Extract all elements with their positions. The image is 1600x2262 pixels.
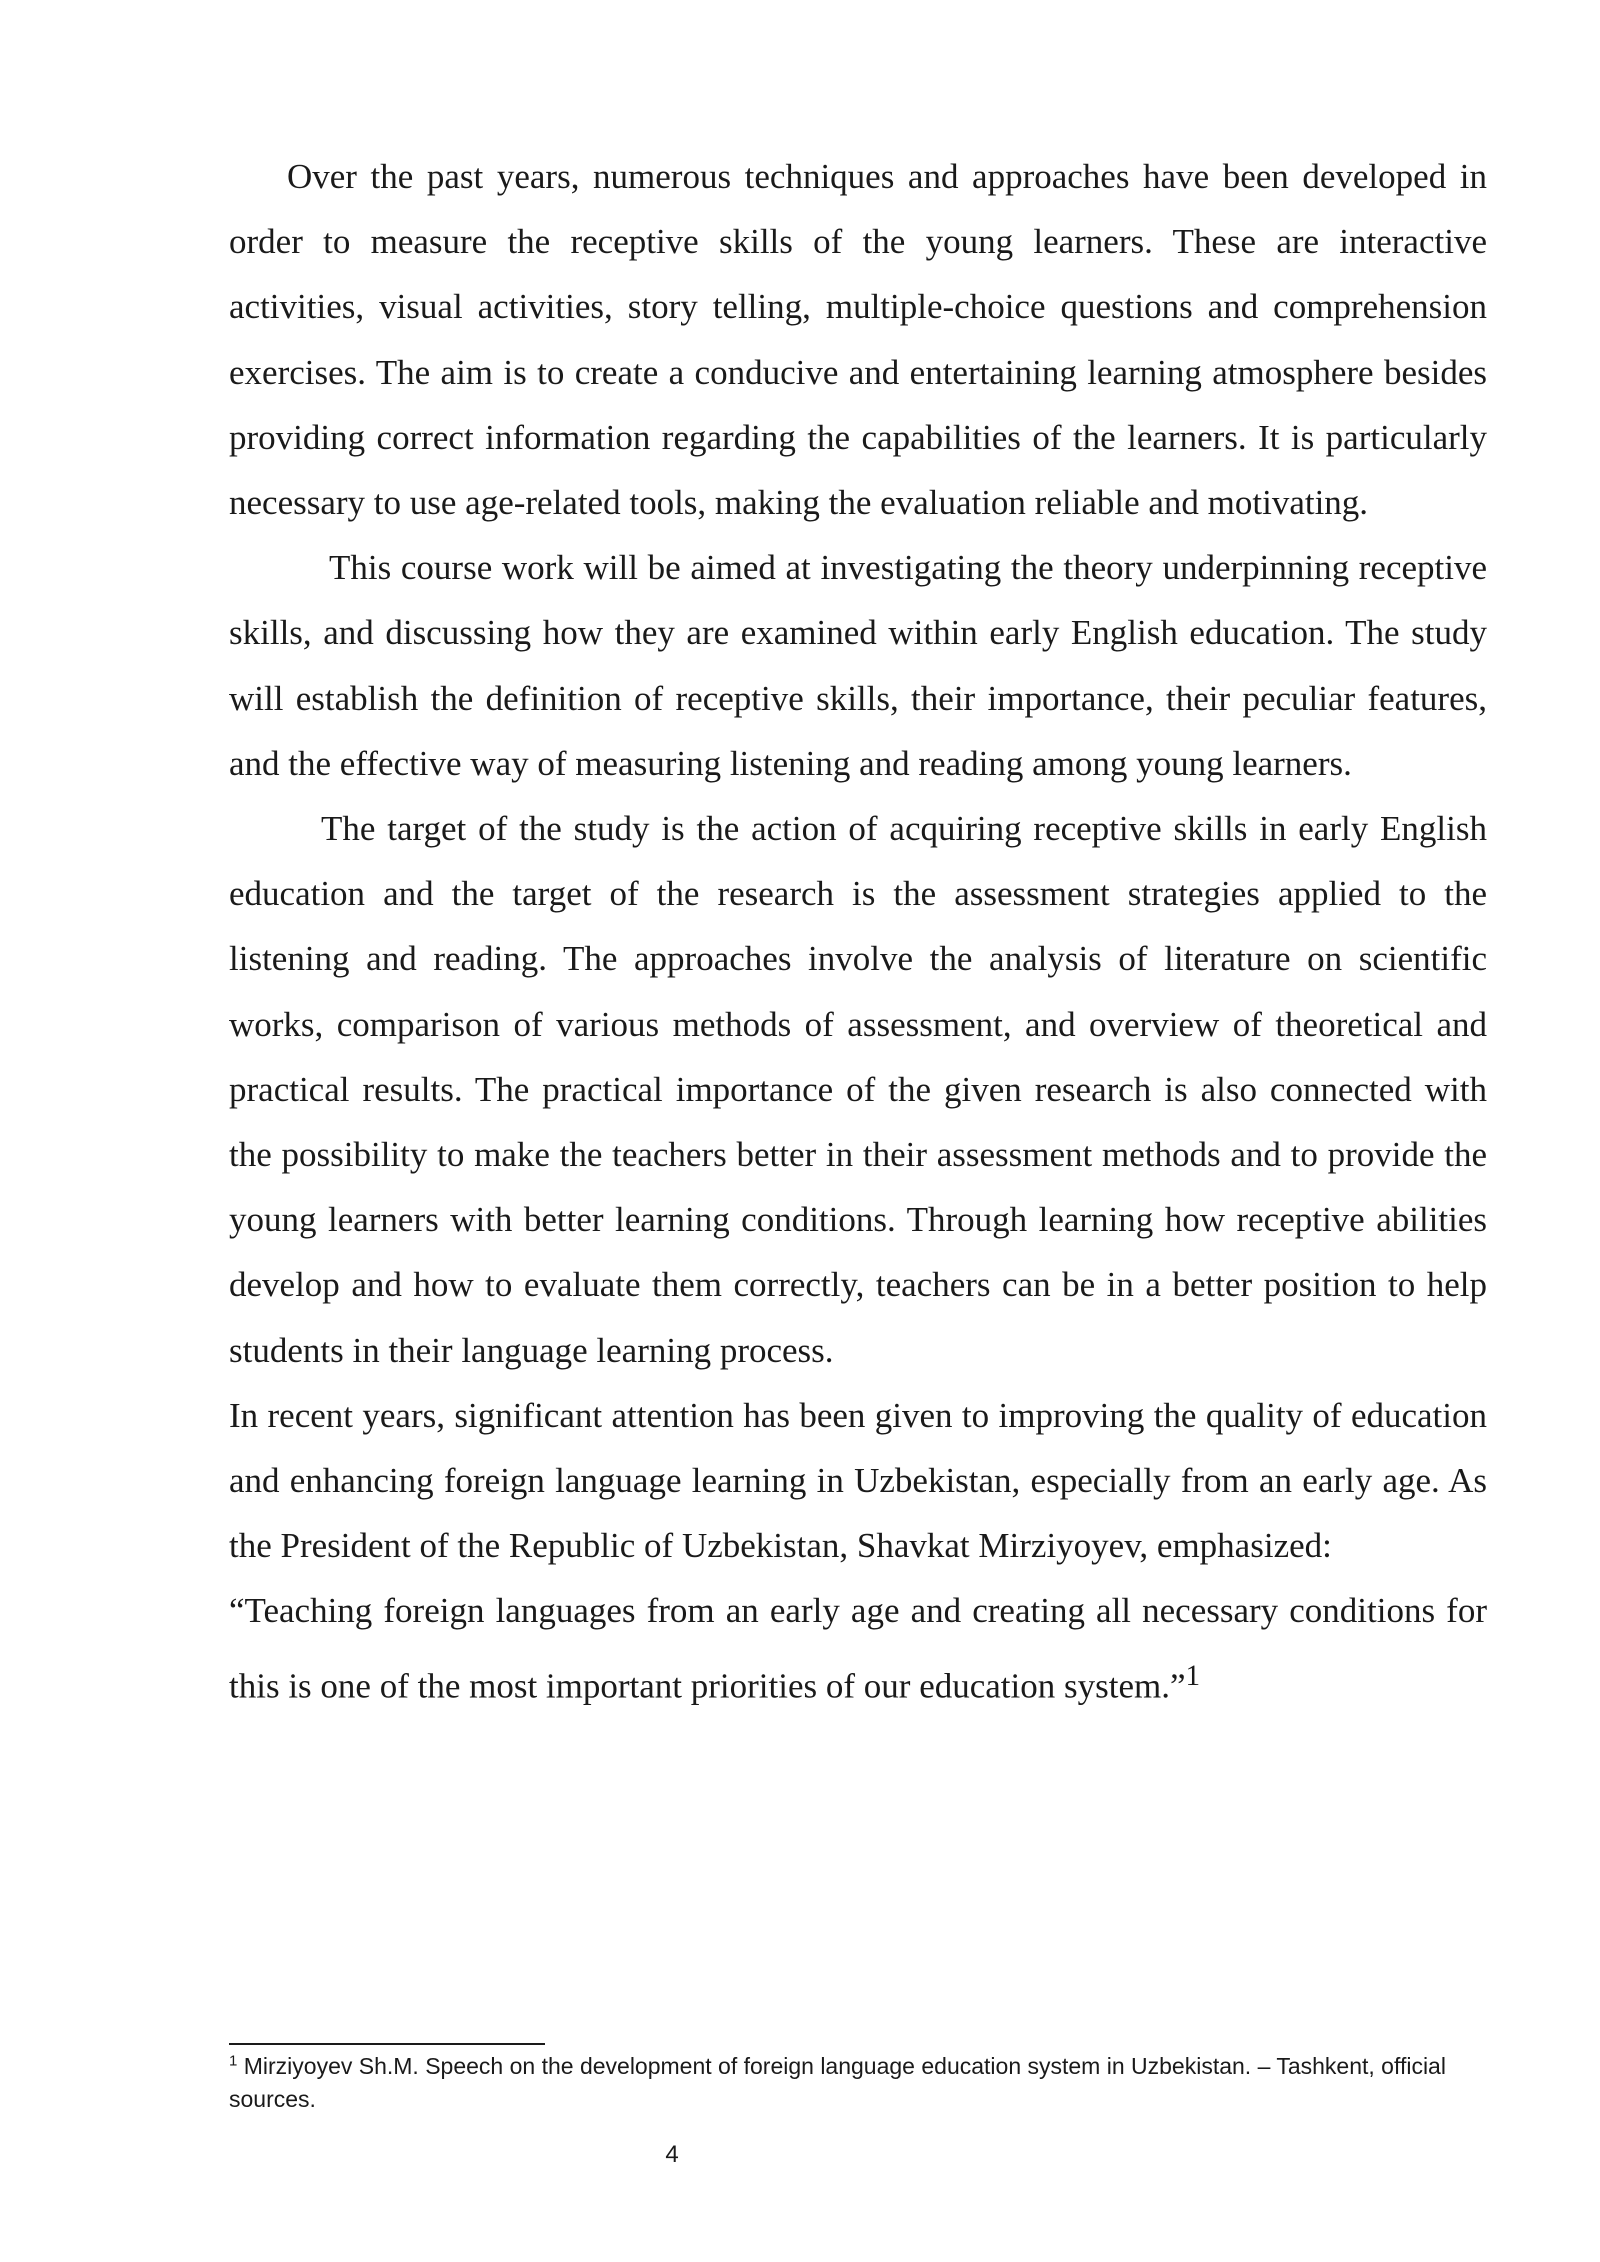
paragraph: In recent years, significant attention has been given to improving the quality of education and enhancing foreign language learning in Uzbekistan, especially from an early age. As the President of the Republic of Uzbekistan, Shavkat Mirziyoyev, emphasized: [229,1395,1487,1566]
footnote-separator [229,2043,545,2045]
footnote-text: Mirziyoyev Sh.M. Speech on the development of foreign language education system in Uzbekistan. – Tashkent, official sources. [229,2053,1446,2112]
quote-paragraph [229,1578,1487,1718]
paragraph: This course work will be aimed at investigating the theory underpinning receptive skills, and discussing how they are examined within early English education. The study will establish the definition of receptive skills, their importance, their peculiar features, and the effective way of measuring listening and reading among young learners. [229,548,1487,783]
page-number: 4 [665,2141,679,2168]
body-text [229,144,1487,1719]
footnote-reference[interactable]: 1 [1185,1659,1201,1692]
paragraph: The target of the study is the action of acquiring receptive skills in early English education and the target of the research is the assessment strategies applied to the listening and reading. The approaches involve the analysis of literature on scientific works, comparison of various methods of assessment, and overview of theoretical and practical results. The practical importance of the given research is also connected with the possibility to make the teachers better in their assessment methods and to provide the young learners with better learning conditions. Through learning how receptive abilities develop and how to evaluate them correctly, teachers can be in a better position to help students in their language learning process. [229,809,1487,1370]
footnote [229,2050,1487,2116]
quote-text: “Teaching foreign languages from an early age and creating all necessary conditions for this is one of the most important priorities of our education system.” [229,1591,1487,1706]
footnote-marker: 1 [229,2052,238,2070]
paragraph: Over the past years, numerous techniques and approaches have been developed in order to measure the receptive skills of the young learners. These are interactive activities, visual activities, story telling, multiple-choice questions and comprehension exercises. The aim is to create a conducive and entertaining learning atmosphere besides providing correct information regarding the capabilities of the learners. It is particularly necessary to use age-related tools, making the evaluation reliable and motivating. [229,157,1487,523]
